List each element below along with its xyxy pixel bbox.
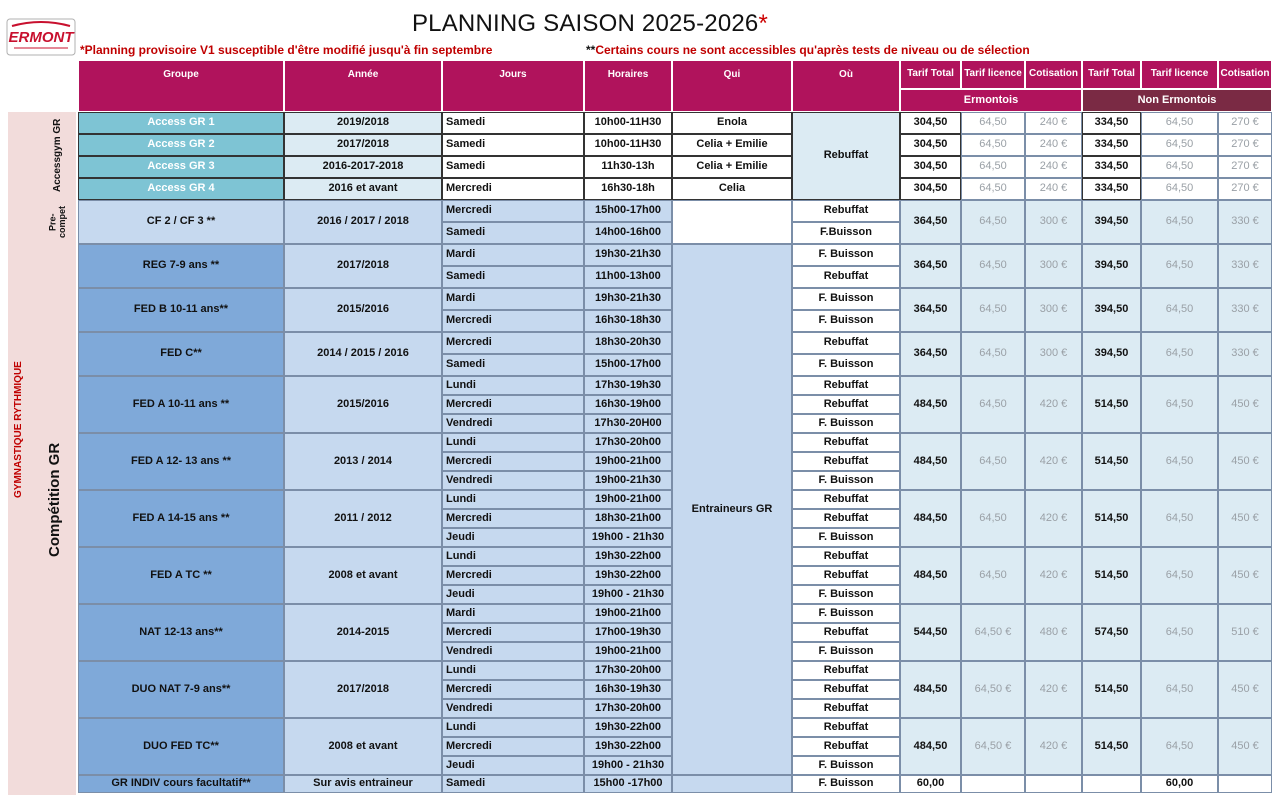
group-tarif-licence: 64,50 bbox=[961, 433, 1025, 490]
indiv-cotisation-non-ermontois bbox=[1218, 775, 1272, 793]
slot-location: F. Buisson bbox=[792, 604, 900, 623]
group-annee: 2015/2016 bbox=[284, 288, 442, 332]
slot-horaire: 19h00 - 21h30 bbox=[584, 585, 672, 604]
slot-jour: Mercredi bbox=[442, 623, 584, 642]
slot-jour: Jeudi bbox=[442, 756, 584, 775]
slot-location: F. Buisson bbox=[792, 585, 900, 604]
section-precompet: Pre- compet bbox=[47, 206, 67, 239]
slot-jour: Mercredi bbox=[442, 310, 584, 332]
group-annee: 2008 et avant bbox=[284, 547, 442, 604]
group-annee: 2014 / 2015 / 2016 bbox=[284, 332, 442, 376]
slot-jour: Lundi bbox=[442, 718, 584, 737]
group-annee: 2016 / 2017 / 2018 bbox=[284, 200, 442, 244]
slot-horaire: 19h00 - 21h30 bbox=[584, 756, 672, 775]
group-annee: 2011 / 2012 bbox=[284, 490, 442, 547]
access-cotisation-non-ermontois: 270 € bbox=[1218, 156, 1272, 178]
slot-location: Rebuffat bbox=[792, 718, 900, 737]
group-tarif-licence: 64,50 bbox=[961, 376, 1025, 433]
slot-horaire: 17h30-20h00 bbox=[584, 699, 672, 718]
slot-horaire: 17h30-20H00 bbox=[584, 414, 672, 433]
group-name: FED C** bbox=[78, 332, 284, 376]
slot-location: Rebuffat bbox=[792, 433, 900, 452]
group-tarif-licence-non-ermontois: 64,50 bbox=[1141, 547, 1218, 604]
slot-location: F. Buisson bbox=[792, 310, 900, 332]
slot-jour: Vendredi bbox=[442, 414, 584, 433]
group-tarif-licence: 64,50 € bbox=[961, 718, 1025, 775]
column-header-jours: Jours bbox=[442, 60, 584, 112]
group-tarif-licence-non-ermontois: 64,50 bbox=[1141, 376, 1218, 433]
column-header-cotisation-non-ermontois: Cotisation bbox=[1218, 60, 1272, 89]
group-tarif-total-non-ermontois: 514,50 bbox=[1082, 718, 1141, 775]
slot-jour: Mercredi bbox=[442, 332, 584, 354]
slot-horaire: 17h30-19h30 bbox=[584, 376, 672, 395]
group-tarif-licence-non-ermontois: 64,50 bbox=[1141, 490, 1218, 547]
slot-location: F. Buisson bbox=[792, 471, 900, 490]
group-name: DUO NAT 7-9 ans** bbox=[78, 661, 284, 718]
group-tarif-total: 364,50 bbox=[900, 200, 961, 244]
access-tarif-total-non-ermontois: 334,50 bbox=[1082, 178, 1141, 200]
slot-jour: Lundi bbox=[442, 490, 584, 509]
slot-location: F. Buisson bbox=[792, 354, 900, 376]
slot-location: F. Buisson bbox=[792, 414, 900, 433]
access-tarif-total: 304,50 bbox=[900, 112, 961, 134]
group-tarif-licence-non-ermontois: 64,50 bbox=[1141, 332, 1218, 376]
slot-location: Rebuffat bbox=[792, 547, 900, 566]
column-header-tarif_total-ermontois: Tarif Total bbox=[900, 60, 961, 89]
group-tarif-total: 484,50 bbox=[900, 661, 961, 718]
slot-jour: Vendredi bbox=[442, 471, 584, 490]
group-tarif-licence: 64,50 € bbox=[961, 661, 1025, 718]
group-tarif-total: 544,50 bbox=[900, 604, 961, 661]
group-tarif-licence: 64,50 € bbox=[961, 604, 1025, 661]
section-competition-gr: Compétition GR bbox=[46, 442, 64, 558]
access-tarif-licence-non-ermontois: 64,50 bbox=[1141, 178, 1218, 200]
group-cotisation-non-ermontois: 330 € bbox=[1218, 244, 1272, 288]
slot-location: Rebuffat bbox=[792, 266, 900, 288]
group-annee: 2017/2018 bbox=[284, 244, 442, 288]
slot-jour: Mardi bbox=[442, 244, 584, 266]
access-group-name: Access GR 4 bbox=[78, 178, 284, 200]
slot-location: F. Buisson bbox=[792, 756, 900, 775]
competition-coaches: Entraineurs GR bbox=[672, 244, 792, 775]
slot-jour: Mercredi bbox=[442, 509, 584, 528]
slot-jour: Lundi bbox=[442, 661, 584, 680]
access-tarif-licence-non-ermontois: 64,50 bbox=[1141, 156, 1218, 178]
group-tarif-licence: 64,50 bbox=[961, 244, 1025, 288]
precompet-qui bbox=[672, 200, 792, 244]
column-header-horaires: Horaires bbox=[584, 60, 672, 112]
group-name: FED A 10-11 ans ** bbox=[78, 376, 284, 433]
group-tarif-licence: 64,50 bbox=[961, 200, 1025, 244]
slot-horaire: 18h30-20h30 bbox=[584, 332, 672, 354]
slot-horaire: 19h00-21h00 bbox=[584, 642, 672, 661]
indiv-tarif-licence bbox=[961, 775, 1025, 793]
slot-location: F. Buisson bbox=[792, 642, 900, 661]
slot-location: Rebuffat bbox=[792, 200, 900, 222]
group-tarif-total: 364,50 bbox=[900, 332, 961, 376]
access-cotisation: 240 € bbox=[1025, 134, 1082, 156]
slot-horaire: 17h30-20h00 bbox=[584, 433, 672, 452]
group-tarif-licence-non-ermontois: 64,50 bbox=[1141, 433, 1218, 490]
group-tarif-total: 364,50 bbox=[900, 244, 961, 288]
group-cotisation: 420 € bbox=[1025, 490, 1082, 547]
slot-horaire: 14h00-16h00 bbox=[584, 222, 672, 244]
slot-location: Rebuffat bbox=[792, 737, 900, 756]
group-cotisation: 420 € bbox=[1025, 547, 1082, 604]
access-tarif-licence: 64,50 bbox=[961, 156, 1025, 178]
group-tarif-total: 484,50 bbox=[900, 547, 961, 604]
access-group-name: Access GR 1 bbox=[78, 112, 284, 134]
indiv-group-name: GR INDIV cours facultatif** bbox=[78, 775, 284, 793]
slot-jour: Mardi bbox=[442, 604, 584, 623]
slot-jour: Mercredi bbox=[442, 200, 584, 222]
access-tarif-licence-non-ermontois: 64,50 bbox=[1141, 112, 1218, 134]
indiv-annee: Sur avis entraineur bbox=[284, 775, 442, 793]
slot-jour: Mercredi bbox=[442, 737, 584, 756]
indiv-tarif-total: 60,00 bbox=[900, 775, 961, 793]
group-cotisation: 420 € bbox=[1025, 718, 1082, 775]
slot-horaire: 19h00 - 21h30 bbox=[584, 528, 672, 547]
column-header-groupe: Groupe bbox=[78, 60, 284, 112]
slot-jour: Vendredi bbox=[442, 699, 584, 718]
group-annee: 2017/2018 bbox=[284, 661, 442, 718]
group-tarif-total: 484,50 bbox=[900, 433, 961, 490]
slot-location: F. Buisson bbox=[792, 528, 900, 547]
access-annee: 2016-2017-2018 bbox=[284, 156, 442, 178]
slot-horaire: 15h00-17h00 bbox=[584, 200, 672, 222]
slot-jour: Jeudi bbox=[442, 585, 584, 604]
access-jour: Samedi bbox=[442, 112, 584, 134]
access-annee: 2016 et avant bbox=[284, 178, 442, 200]
indiv-location: F. Buisson bbox=[792, 775, 900, 793]
group-cotisation-non-ermontois: 330 € bbox=[1218, 288, 1272, 332]
access-cotisation: 240 € bbox=[1025, 156, 1082, 178]
group-tarif-total-non-ermontois: 394,50 bbox=[1082, 244, 1141, 288]
slot-horaire: 16h30-19h00 bbox=[584, 395, 672, 414]
slot-location: Rebuffat bbox=[792, 332, 900, 354]
slot-jour: Samedi bbox=[442, 222, 584, 244]
slot-jour: Lundi bbox=[442, 433, 584, 452]
slot-jour: Mardi bbox=[442, 288, 584, 310]
group-tarif-total-non-ermontois: 514,50 bbox=[1082, 661, 1141, 718]
group-cotisation: 420 € bbox=[1025, 433, 1082, 490]
access-tarif-total-non-ermontois: 334,50 bbox=[1082, 112, 1141, 134]
group-tarif-licence: 64,50 bbox=[961, 490, 1025, 547]
access-annee: 2017/2018 bbox=[284, 134, 442, 156]
slot-jour: Samedi bbox=[442, 266, 584, 288]
slot-horaire: 19h30-22h00 bbox=[584, 718, 672, 737]
slot-location: Rebuffat bbox=[792, 680, 900, 699]
slot-horaire: 17h30-20h00 bbox=[584, 661, 672, 680]
group-tarif-total: 484,50 bbox=[900, 718, 961, 775]
slot-horaire: 19h30-22h00 bbox=[584, 566, 672, 585]
slot-horaire: 19h30-21h30 bbox=[584, 288, 672, 310]
access-tarif-licence: 64,50 bbox=[961, 134, 1025, 156]
group-annee: 2008 et avant bbox=[284, 718, 442, 775]
group-name: NAT 12-13 ans** bbox=[78, 604, 284, 661]
slot-horaire: 15h00-17h00 bbox=[584, 354, 672, 376]
slot-horaire: 19h00-21h00 bbox=[584, 452, 672, 471]
access-tarif-total: 304,50 bbox=[900, 156, 961, 178]
group-tarif-total-non-ermontois: 514,50 bbox=[1082, 490, 1141, 547]
slot-location: Rebuffat bbox=[792, 623, 900, 642]
access-cotisation-non-ermontois: 270 € bbox=[1218, 112, 1272, 134]
group-tarif-total-non-ermontois: 394,50 bbox=[1082, 200, 1141, 244]
slot-horaire: 19h00-21h30 bbox=[584, 471, 672, 490]
slot-horaire: 11h00-13h00 bbox=[584, 266, 672, 288]
group-tarif-licence-non-ermontois: 64,50 bbox=[1141, 244, 1218, 288]
slot-location: Rebuffat bbox=[792, 566, 900, 585]
group-name: REG 7-9 ans ** bbox=[78, 244, 284, 288]
access-location: Rebuffat bbox=[792, 112, 900, 200]
group-tarif-licence: 64,50 bbox=[961, 288, 1025, 332]
group-annee: 2015/2016 bbox=[284, 376, 442, 433]
section-accessgym: Accessgym GR bbox=[51, 118, 63, 192]
group-cotisation-non-ermontois: 450 € bbox=[1218, 433, 1272, 490]
logo-text: ERMONT bbox=[8, 29, 74, 46]
slot-jour: Mercredi bbox=[442, 566, 584, 585]
slot-location: F. Buisson bbox=[792, 288, 900, 310]
indiv-cotisation bbox=[1025, 775, 1082, 793]
slot-location: Rebuffat bbox=[792, 395, 900, 414]
group-tarif-total-non-ermontois: 574,50 bbox=[1082, 604, 1141, 661]
slot-jour: Mercredi bbox=[442, 680, 584, 699]
group-name: CF 2 / CF 3 ** bbox=[78, 200, 284, 244]
column-header-ou: Où bbox=[792, 60, 900, 112]
slot-location: Rebuffat bbox=[792, 509, 900, 528]
access-tarif-total-non-ermontois: 334,50 bbox=[1082, 156, 1141, 178]
note-text: Certains cours ne sont accessibles qu'après tests de niveau ou de sélection bbox=[595, 43, 1030, 57]
access-cotisation: 240 € bbox=[1025, 112, 1082, 134]
group-cotisation-non-ermontois: 450 € bbox=[1218, 661, 1272, 718]
group-name: FED A 14-15 ans ** bbox=[78, 490, 284, 547]
column-header-cotisation-ermontois: Cotisation bbox=[1025, 60, 1082, 89]
slot-horaire: 19h00-21h00 bbox=[584, 604, 672, 623]
slot-jour: Lundi bbox=[442, 376, 584, 395]
access-qui: Celia + Emilie bbox=[672, 156, 792, 178]
note-stars: ** bbox=[586, 43, 596, 57]
access-cotisation-non-ermontois: 270 € bbox=[1218, 134, 1272, 156]
group-tarif-licence-non-ermontois: 64,50 bbox=[1141, 718, 1218, 775]
access-jour: Samedi bbox=[442, 156, 584, 178]
title-text: PLANNING SAISON 2025-2026 bbox=[411, 10, 759, 37]
group-cotisation-non-ermontois: 450 € bbox=[1218, 547, 1272, 604]
group-tarif-licence-non-ermontois: 64,50 bbox=[1141, 661, 1218, 718]
group-cotisation: 300 € bbox=[1025, 244, 1082, 288]
access-tarif-licence-non-ermontois: 64,50 bbox=[1141, 134, 1218, 156]
access-qui: Celia + Emilie bbox=[672, 134, 792, 156]
access-tarif-licence: 64,50 bbox=[961, 178, 1025, 200]
column-header-qui: Qui bbox=[672, 60, 792, 112]
column-header-tarif_licence-non-ermontois: Tarif licence bbox=[1141, 60, 1218, 89]
group-tarif-licence-non-ermontois: 64,50 bbox=[1141, 288, 1218, 332]
access-horaire: 16h30-18h bbox=[584, 178, 672, 200]
slot-jour: Mercredi bbox=[442, 395, 584, 414]
group-annee: 2014-2015 bbox=[284, 604, 442, 661]
slot-horaire: 19h30-22h00 bbox=[584, 737, 672, 756]
non-ermontois-header: Non Ermontois bbox=[1082, 89, 1272, 112]
group-annee: 2013 / 2014 bbox=[284, 433, 442, 490]
provisional-note: *Planning provisoire V1 susceptible d'être modifié jusqu'à fin septembre bbox=[80, 43, 493, 57]
slot-horaire: 19h30-22h00 bbox=[584, 547, 672, 566]
slot-horaire: 19h00-21h00 bbox=[584, 490, 672, 509]
slot-horaire: 18h30-21h00 bbox=[584, 509, 672, 528]
access-horaire: 11h30-13h bbox=[584, 156, 672, 178]
slot-location: Rebuffat bbox=[792, 699, 900, 718]
group-cotisation-non-ermontois: 450 € bbox=[1218, 490, 1272, 547]
group-cotisation: 300 € bbox=[1025, 288, 1082, 332]
indiv-horaire: 15h00 -17h00 bbox=[584, 775, 672, 793]
group-cotisation: 480 € bbox=[1025, 604, 1082, 661]
slot-location: F.Buisson bbox=[792, 222, 900, 244]
group-tarif-licence-non-ermontois: 64,50 bbox=[1141, 200, 1218, 244]
access-horaire: 10h00-11H30 bbox=[584, 134, 672, 156]
slot-jour: Samedi bbox=[442, 354, 584, 376]
group-cotisation-non-ermontois: 330 € bbox=[1218, 332, 1272, 376]
slot-horaire: 17h00-19h30 bbox=[584, 623, 672, 642]
slot-horaire: 16h30-18h30 bbox=[584, 310, 672, 332]
slot-location: Rebuffat bbox=[792, 490, 900, 509]
title-star: * bbox=[758, 10, 769, 37]
access-group-name: Access GR 2 bbox=[78, 134, 284, 156]
group-name: DUO FED TC** bbox=[78, 718, 284, 775]
group-cotisation: 300 € bbox=[1025, 332, 1082, 376]
access-horaire: 10h00-11H30 bbox=[584, 112, 672, 134]
group-name: FED B 10-11 ans** bbox=[78, 288, 284, 332]
access-tarif-total: 304,50 bbox=[900, 178, 961, 200]
group-tarif-total: 484,50 bbox=[900, 490, 961, 547]
group-tarif-total: 364,50 bbox=[900, 288, 961, 332]
group-cotisation-non-ermontois: 330 € bbox=[1218, 200, 1272, 244]
group-cotisation-non-ermontois: 450 € bbox=[1218, 718, 1272, 775]
slot-location: Rebuffat bbox=[792, 452, 900, 471]
indiv-tarif-total-non-ermontois bbox=[1082, 775, 1141, 793]
slot-jour: Lundi bbox=[442, 547, 584, 566]
group-tarif-licence: 64,50 bbox=[961, 332, 1025, 376]
group-cotisation: 300 € bbox=[1025, 200, 1082, 244]
slot-jour: Mercredi bbox=[442, 452, 584, 471]
slot-jour: Vendredi bbox=[442, 642, 584, 661]
group-name: FED A TC ** bbox=[78, 547, 284, 604]
group-tarif-total-non-ermontois: 394,50 bbox=[1082, 288, 1141, 332]
group-tarif-licence: 64,50 bbox=[961, 547, 1025, 604]
group-cotisation: 420 € bbox=[1025, 376, 1082, 433]
group-tarif-total-non-ermontois: 514,50 bbox=[1082, 376, 1141, 433]
access-jour: Samedi bbox=[442, 134, 584, 156]
column-header-tarif_total-non-ermontois: Tarif Total bbox=[1082, 60, 1141, 89]
group-tarif-total: 484,50 bbox=[900, 376, 961, 433]
access-tarif-total-non-ermontois: 334,50 bbox=[1082, 134, 1141, 156]
group-tarif-total-non-ermontois: 514,50 bbox=[1082, 547, 1141, 604]
access-group-name: Access GR 3 bbox=[78, 156, 284, 178]
section-gymnastique-rythmique: GYMNASTIQUE RYTHMIQUE bbox=[12, 361, 24, 499]
access-tarif-total: 304,50 bbox=[900, 134, 961, 156]
column-header-annee: Année bbox=[284, 60, 442, 112]
slot-location: Rebuffat bbox=[792, 376, 900, 395]
slot-location: F. Buisson bbox=[792, 244, 900, 266]
slot-horaire: 19h30-21h30 bbox=[584, 244, 672, 266]
group-tarif-licence-non-ermontois: 64,50 bbox=[1141, 604, 1218, 661]
ermontois-header: Ermontois bbox=[900, 89, 1082, 112]
group-name: FED A 12- 13 ans ** bbox=[78, 433, 284, 490]
indiv-tarif-licence-non-ermontois: 60,00 bbox=[1141, 775, 1218, 793]
access-qui: Celia bbox=[672, 178, 792, 200]
group-tarif-total-non-ermontois: 514,50 bbox=[1082, 433, 1141, 490]
access-annee: 2019/2018 bbox=[284, 112, 442, 134]
group-cotisation-non-ermontois: 450 € bbox=[1218, 376, 1272, 433]
indiv-qui bbox=[672, 775, 792, 793]
slot-location: Rebuffat bbox=[792, 661, 900, 680]
indiv-jour: Samedi bbox=[442, 775, 584, 793]
column-header-tarif_licence-ermontois: Tarif licence bbox=[961, 60, 1025, 89]
slot-horaire: 16h30-19h30 bbox=[584, 680, 672, 699]
slot-jour: Jeudi bbox=[442, 528, 584, 547]
group-cotisation-non-ermontois: 510 € bbox=[1218, 604, 1272, 661]
access-qui: Enola bbox=[672, 112, 792, 134]
group-cotisation: 420 € bbox=[1025, 661, 1082, 718]
access-tarif-licence: 64,50 bbox=[961, 112, 1025, 134]
group-tarif-total-non-ermontois: 394,50 bbox=[1082, 332, 1141, 376]
access-cotisation-non-ermontois: 270 € bbox=[1218, 178, 1272, 200]
access-jour: Mercredi bbox=[442, 178, 584, 200]
access-cotisation: 240 € bbox=[1025, 178, 1082, 200]
